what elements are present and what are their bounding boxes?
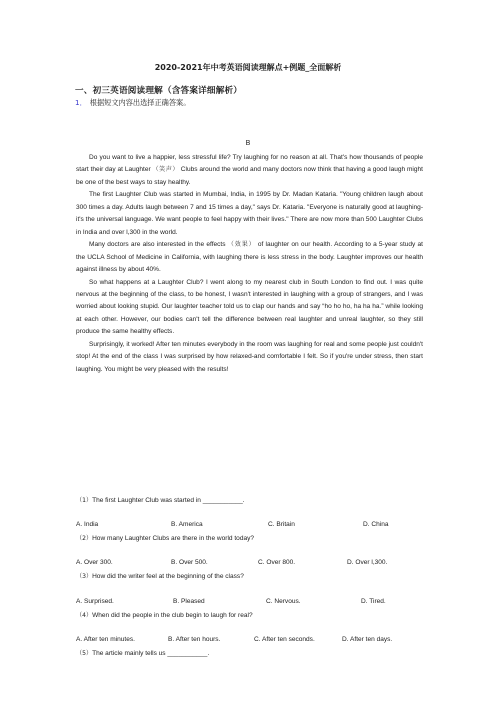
document-title: 2020-2021年中考英语阅读理解点+例题_全面解析: [154, 63, 342, 72]
question-1: （1）The first Laughter Club was started in ___________.: [76, 497, 245, 504]
option-c[interactable]: C. Over 800.: [258, 559, 296, 566]
option-c[interactable]: C. Britain: [268, 521, 295, 528]
option-d[interactable]: D. China: [363, 521, 389, 528]
question-5: （5）The article mainly tells us ___________.: [76, 650, 210, 657]
section-heading: 一、初三英语阅读理解（含答案详细解析）: [75, 86, 243, 96]
option-c[interactable]: C. Nervous.: [266, 598, 301, 605]
question-2: （2）How many Laughter Clubs are there in the world today?: [76, 535, 255, 542]
option-a[interactable]: A. Over 300.: [76, 559, 113, 566]
option-d[interactable]: D. Over l,300.: [347, 559, 388, 566]
instruction-number: 1．: [75, 98, 87, 107]
option-d[interactable]: D. Tired.: [361, 598, 386, 605]
option-a[interactable]: A. After ten minutes.: [76, 636, 135, 643]
paragraph-1: Do you want to live a happier, less stressful life? Try laughing for no reason at all. That's how thousands of people start their day at Laughter （笑声） Clubs around the world and many doctors now think that having a good laugh might be one of the best ways to stay healthy.: [76, 154, 423, 186]
paragraph-2: The first Laughter Club was started in Mumbai, India, in 1995 by Dr. Madan Kataria. "Young children laugh about 300 times a day. Adults laugh between 7 and 15 times a day," says Dr. Kataria. "Everyone is naturally good at laughing-it's the universal language. We want people to feel happy with their lives." There are now more than 500 Laughter Clubs in India and over l,300 in the world.: [76, 191, 423, 236]
option-b[interactable]: B. Over 500.: [171, 559, 208, 566]
option-c[interactable]: C. After ten seconds.: [254, 636, 315, 643]
instruction-text: 根据短文内容出选择正确答案。: [89, 98, 191, 107]
paragraph-5: Surprisingly, it worked! After ten minutes everybody in the room was laughing for real and some people just couldn't stop! At the end of the class I was surprised by how relaxed-and comfortable I felt. So if you're under stress, then start laughing. You might be very pleased with the results!: [76, 340, 423, 373]
question-3: （3）How did the writer feel at the beginning of the class?: [76, 573, 244, 580]
option-b[interactable]: B. Pleased: [173, 598, 205, 605]
question-4: （4）When did the people in the club begin to laugh for real?: [76, 612, 253, 619]
option-a[interactable]: A. India: [76, 521, 99, 528]
option-a[interactable]: A. Surprised.: [76, 598, 114, 605]
passage-label: B: [245, 140, 251, 147]
option-d[interactable]: D. After ten days.: [342, 636, 393, 643]
paragraph-3: Many doctors are also interested in the effects （效果） of laughter on our health. According to a 5-year study at the UCLA School of Medicine in California, with laughing there is less stress in the body. Laughter improves our health against illness by about 40%.: [76, 241, 423, 274]
paragraph-4: So what happens at a Laughter Club? I went along to my nearest club in South London to find out. I was quite nervous at the beginning of the class, to be honest, I wasn't interested in laughing with a group of strangers, and I was worried about looking stupid. Our laughter teacher told us to clap our hands and say “ho ho ho, ha ha ha.” while looking at each other. However, our bodies can't tell the difference between real laughter and unreal laughter, so they still produce the same healthy effects.: [76, 278, 423, 336]
passage: [76, 152, 423, 376]
option-b[interactable]: B. America: [171, 521, 203, 528]
option-b[interactable]: B. After ten hours.: [168, 636, 221, 643]
instruction: [75, 98, 190, 108]
